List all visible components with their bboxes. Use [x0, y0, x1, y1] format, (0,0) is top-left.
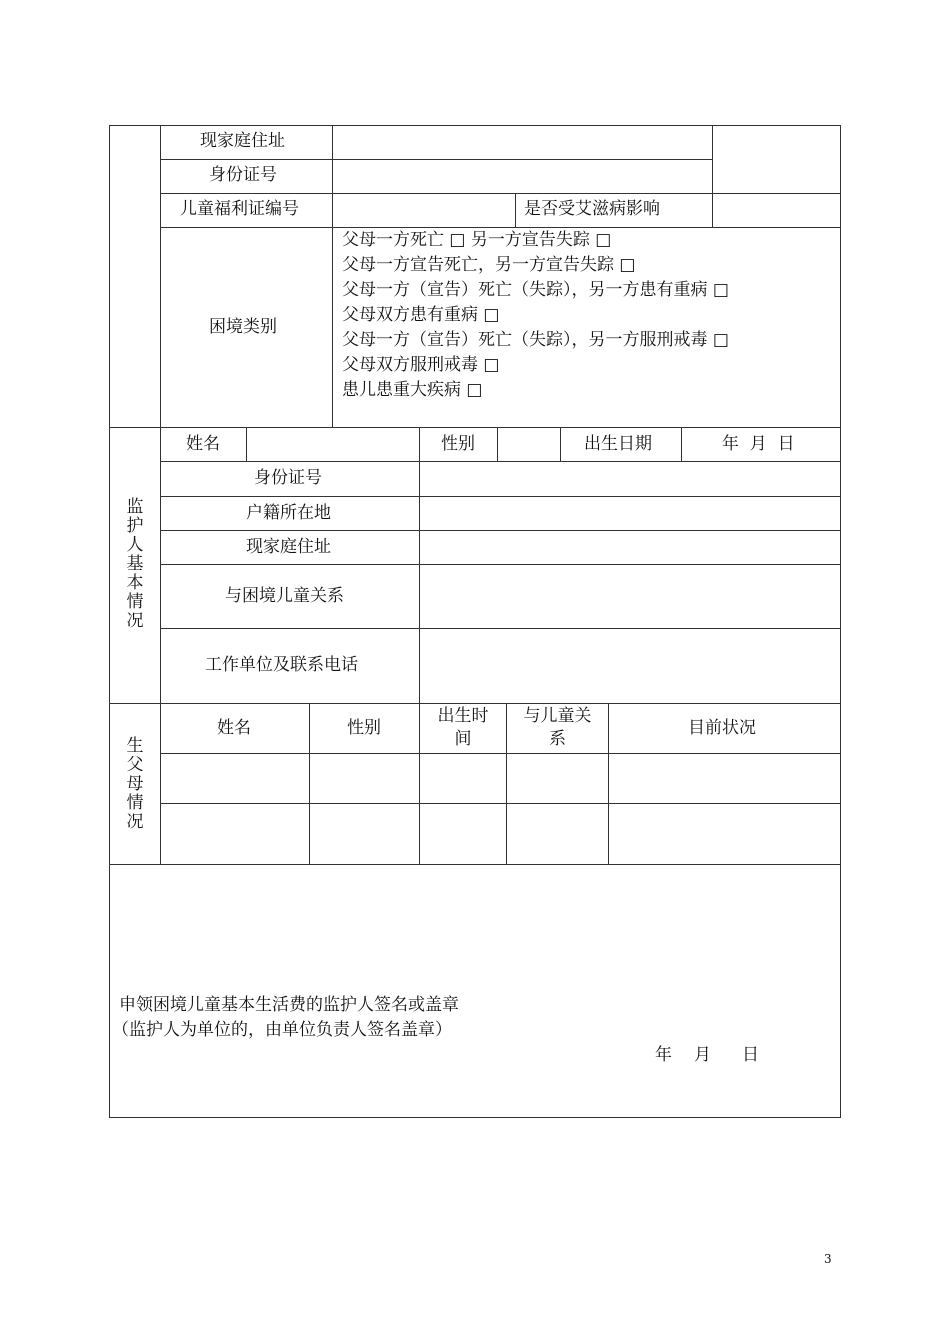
category-option[interactable]: 父母一方死亡 □ 另一方宣告失踪 □ — [342, 230, 612, 250]
welfare-cert-label: 儿童福利证编号 — [180, 199, 299, 219]
child-address-label: 现家庭住址 — [200, 131, 285, 151]
guardian-relation-field[interactable] — [420, 565, 840, 628]
guardian-birth-label: 出生日期 — [584, 434, 652, 454]
parent-2-status[interactable] — [609, 804, 840, 864]
guardian-work-label: 工作单位及联系电话 — [205, 655, 358, 675]
signature-instruction: 申领困境儿童基本生活费的监护人签名或盖章 — [119, 995, 459, 1015]
guardian-address-label: 现家庭住址 — [246, 537, 331, 557]
guardian-section-title: 监 护 人 基 本 情 况 — [126, 497, 144, 631]
parents-col-relation: 与儿童关 系 — [523, 706, 592, 749]
parent-1-birth[interactable] — [420, 754, 506, 803]
parent-1-name[interactable] — [161, 754, 309, 803]
aids-label: 是否受艾滋病影响 — [524, 199, 660, 219]
child-id-label: 身份证号 — [209, 165, 277, 185]
parent-1-gender[interactable] — [310, 754, 419, 803]
divider — [109, 427, 841, 428]
category-option[interactable]: 父母一方（宣告）死亡（失踪），另一方服刑戒毒 □ — [342, 330, 729, 350]
child-photo-area[interactable] — [713, 126, 840, 193]
parent-2-name[interactable] — [161, 804, 309, 864]
guardian-name-field[interactable] — [247, 428, 419, 461]
welfare-cert-field[interactable] — [333, 194, 515, 227]
aids-field[interactable] — [713, 194, 840, 227]
table-border-left — [109, 125, 110, 1118]
signature-date-year: 年 — [655, 1045, 672, 1065]
page-number: 3 — [824, 1252, 832, 1266]
category-option[interactable]: 患儿患重大疾病 □ — [342, 380, 483, 400]
parents-col-status: 目前状况 — [688, 718, 756, 738]
parent-2-gender[interactable] — [310, 804, 419, 864]
category-option[interactable]: 父母一方宣告死亡，另一方宣告失踪 □ — [342, 255, 636, 275]
guardian-hukou-label: 户籍所在地 — [246, 503, 331, 523]
guardian-gender-field[interactable] — [498, 428, 560, 461]
guardian-id-field[interactable] — [420, 462, 840, 496]
category-label: 困境类别 — [209, 317, 277, 337]
guardian-work-field[interactable] — [420, 629, 840, 703]
divider — [160, 227, 840, 228]
child-address-field[interactable] — [333, 126, 711, 159]
parent-1-status[interactable] — [609, 754, 840, 803]
signature-date-day: 日 — [742, 1045, 759, 1065]
divider — [109, 864, 841, 865]
parent-1-relation[interactable] — [507, 754, 608, 803]
guardian-name-label: 姓名 — [186, 434, 220, 454]
guardian-hukou-field[interactable] — [420, 497, 840, 530]
signature-note: （监护人为单位的，由单位负责人签名盖章） — [112, 1020, 452, 1040]
category-option[interactable]: 父母双方服刑戒毒 □ — [342, 355, 500, 375]
divider — [160, 125, 161, 703]
child-id-field[interactable] — [333, 160, 711, 193]
divider — [109, 703, 841, 704]
parents-col-birth: 出生时 间 — [437, 706, 489, 749]
table-border-right — [840, 125, 841, 1118]
guardian-id-label: 身份证号 — [254, 468, 322, 488]
table-border-bottom — [109, 1117, 841, 1118]
guardian-birth-date[interactable]: 年 月 日 — [722, 434, 795, 454]
parents-col-gender: 性别 — [347, 718, 381, 738]
divider — [560, 427, 561, 461]
divider — [515, 193, 516, 227]
guardian-gender-label: 性别 — [441, 434, 475, 454]
guardian-relation-label: 与困境儿童关系 — [225, 586, 344, 606]
signature-date-month: 月 — [694, 1045, 711, 1065]
parent-2-relation[interactable] — [507, 804, 608, 864]
parent-2-birth[interactable] — [420, 804, 506, 864]
divider — [681, 427, 682, 461]
category-option[interactable]: 父母一方（宣告）死亡（失踪），另一方患有重病 □ — [342, 280, 729, 300]
parents-col-name: 姓名 — [217, 718, 251, 738]
guardian-address-field[interactable] — [420, 531, 840, 564]
parents-section-title: 生 父 母 情 况 — [126, 736, 144, 832]
category-option[interactable]: 父母双方患有重病 □ — [342, 305, 500, 325]
